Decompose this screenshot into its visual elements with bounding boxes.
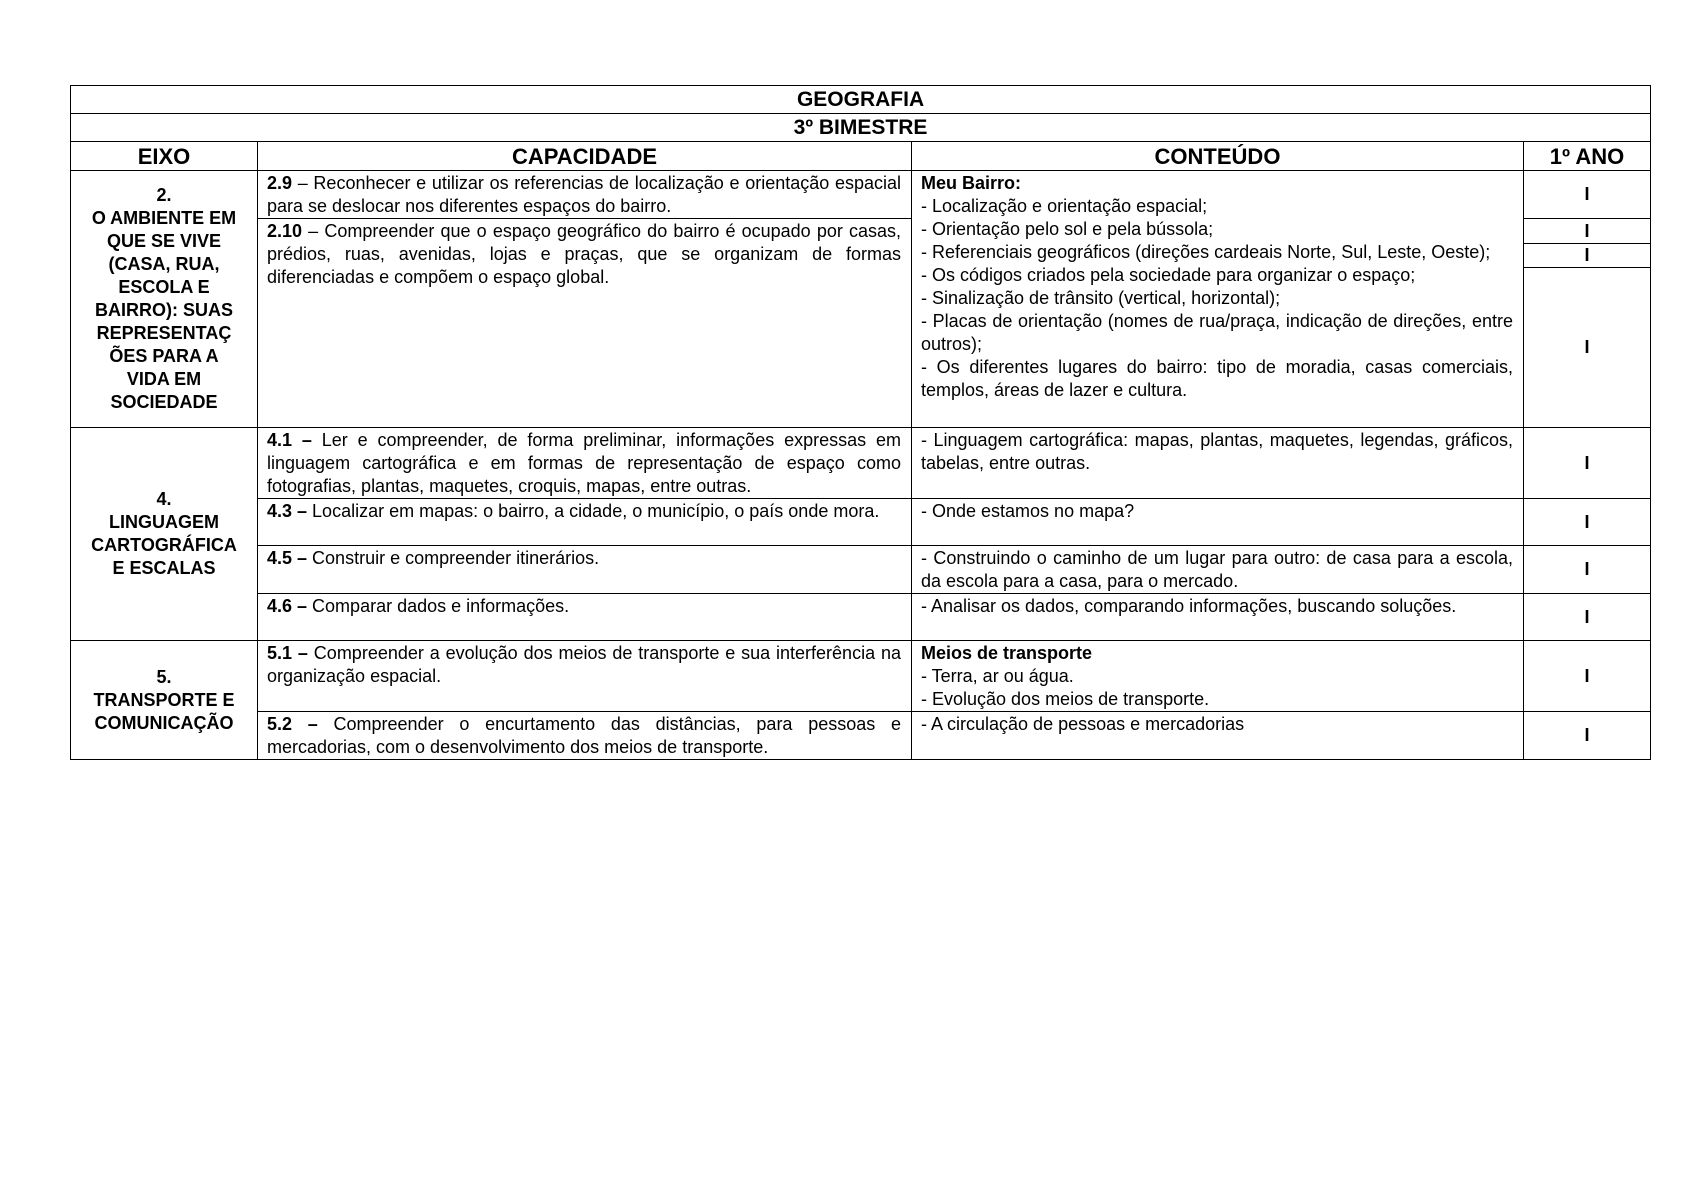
conteudo-item: - Referenciais geográficos (direções cardeais Norte, Sul, Leste, Oeste); [921, 242, 1491, 262]
capacidade-text: Localizar em mapas: o bairro, a cidade, o município, o país onde mora. [307, 501, 880, 521]
header-capacidade: CAPACIDADE [258, 142, 912, 171]
conteudo-title: Meios de transporte [921, 643, 1093, 663]
conteudo-item: - Localização e orientação espacial; [921, 196, 1208, 216]
capacidade-code: 4.5 – [267, 548, 308, 568]
conteudo-item: - Sinalização de trânsito (vertical, horizontal); [921, 288, 1281, 308]
capacidade-code: 2.10 [267, 221, 303, 241]
document-page [70, 85, 1651, 760]
capacidade-code: 4.6 – [267, 596, 308, 616]
capacidade-cell [258, 594, 912, 641]
curriculum-table [70, 85, 1651, 760]
eixo-line: CARTOGRÁFICA [91, 535, 237, 555]
conteudo-title: Meu Bairro: [921, 173, 1022, 193]
eixo-line: ESCOLA E [118, 277, 210, 297]
capacidade-text: Comparar dados e informações. [307, 596, 570, 616]
eixo-line: 5. [156, 666, 172, 687]
eixo-line: 2. [156, 185, 172, 205]
ano-split [1524, 219, 1650, 427]
ano-cell: I [1524, 641, 1651, 712]
capacidade-text: – Compreender que o espaço geográfico do bairro é ocupado por casas, prédios, ruas, avenidas, lojas e praças, que se organizam de formas diferenciadas e compõem o espaço global. [267, 221, 901, 287]
eixo-line: COMUNICAÇÃO [94, 712, 234, 733]
capacidade-text: Construir e compreender itinerários. [307, 548, 600, 568]
eixo-line: (CASA, RUA, [108, 254, 220, 274]
capacidade-text: – Reconhecer e utilizar os referencias de localização e orientação espacial para se deslocar nos diferentes espaços do bairro. [267, 173, 901, 216]
conteudo-cell: - Construindo o caminho de um lugar para outro: de casa para a escola, da escola para a casa, para o mercado. [912, 546, 1524, 594]
table-row [71, 428, 1651, 499]
ano-cell: I [1524, 171, 1651, 219]
eixo-line: LINGUAGEM [109, 512, 219, 532]
conteudo-cell [912, 641, 1524, 712]
capacidade-cell [258, 641, 912, 712]
capacidade-cell [258, 219, 912, 428]
capacidade-cell [258, 712, 912, 760]
eixo-line: SOCIEDADE [110, 392, 218, 412]
header-row [71, 142, 1651, 171]
title-row [71, 86, 1651, 114]
capacidade-text: Ler e compreender, de forma preliminar, informações expressas em linguagem cartográfica e em formas de representação de espaço como fotografias, plantas, maquetes, croquis, mapas, entre outras. [267, 430, 901, 496]
table-row [71, 641, 1651, 712]
eixo-line: E ESCALAS [112, 558, 216, 578]
conteudo-item: - Placas de orientação (nomes de rua/praça, indicação de direções, entre outros); [921, 311, 1513, 354]
capacidade-code: 5.1 – [267, 643, 308, 663]
capacidade-text: Compreender a evolução dos meios de transporte e sua interferência na organização espacial. [267, 643, 901, 686]
ano-cell: I [1524, 428, 1651, 499]
eixo-line: QUE SE VIVE [106, 231, 222, 251]
eixo-cell [71, 428, 258, 641]
capacidade-cell [258, 171, 912, 219]
ano-cell: I [1524, 712, 1651, 760]
ano-mark: I [1524, 244, 1650, 268]
conteudo-item: - Os diferentes lugares do bairro: tipo de moradia, casas comerciais, templos, áreas de lazer e cultura. [921, 357, 1513, 400]
table-row [71, 499, 1651, 546]
capacidade-cell [258, 546, 912, 594]
header-ano: 1º ANO [1524, 142, 1651, 171]
conteudo-cell: - Analisar os dados, comparando informações, buscando soluções. [912, 594, 1524, 641]
table-row [71, 712, 1651, 760]
conteudo-cell: - A circulação de pessoas e mercadorias [912, 712, 1524, 760]
header-eixo: EIXO [71, 142, 258, 171]
table-row [71, 594, 1651, 641]
table-row [71, 546, 1651, 594]
capacidade-text: Compreender o encurtamento das distâncias, para pessoas e mercadorias, com o desenvolvimento dos meios de transporte. [267, 714, 901, 757]
ano-mark: I [1524, 219, 1650, 244]
eixo-cell [71, 171, 258, 428]
table-title: GEOGRAFIA [71, 86, 1651, 114]
ano-cell-split [1524, 219, 1651, 428]
eixo-line: ÕES PARA A [109, 346, 219, 366]
ano-cell: I [1524, 546, 1651, 594]
conteudo-cell: - Linguagem cartográfica: mapas, plantas, maquetes, legendas, gráficos, tabelas, entre outras. [912, 428, 1524, 499]
conteudo-item: - Terra, ar ou água. [921, 666, 1074, 686]
capacidade-cell [258, 428, 912, 499]
capacidade-code: 4.1 – [267, 430, 312, 450]
eixo-line: REPRESENTAÇ [96, 323, 232, 343]
header-conteudo: CONTEÚDO [912, 142, 1524, 171]
capacidade-code: 4.3 – [267, 501, 308, 521]
eixo-cell [71, 641, 258, 760]
eixo-line: TRANSPORTE E [93, 689, 235, 710]
eixo-line: 4. [156, 489, 172, 509]
eixo-line: VIDA EM [126, 369, 202, 389]
conteudo-cell: - Onde estamos no mapa? [912, 499, 1524, 546]
capacidade-code: 5.2 – [267, 714, 318, 734]
capacidade-code: 2.9 [267, 173, 293, 193]
eixo-line: BAIRRO): SUAS [95, 300, 233, 320]
ano-cell: I [1524, 499, 1651, 546]
conteudo-item: - Os códigos criados pela sociedade para organizar o espaço; [921, 265, 1416, 285]
ano-cell: I [1524, 594, 1651, 641]
table-subtitle: 3º BIMESTRE [71, 114, 1651, 142]
conteudo-item: - Orientação pelo sol e pela bússola; [921, 219, 1214, 239]
subtitle-row [71, 114, 1651, 142]
conteudo-cell [912, 171, 1524, 428]
table-row [71, 171, 1651, 219]
conteudo-item: - Evolução dos meios de transporte. [921, 689, 1210, 709]
eixo-line: O AMBIENTE EM [91, 208, 237, 228]
capacidade-cell [258, 499, 912, 546]
ano-mark: I [1584, 337, 1590, 357]
